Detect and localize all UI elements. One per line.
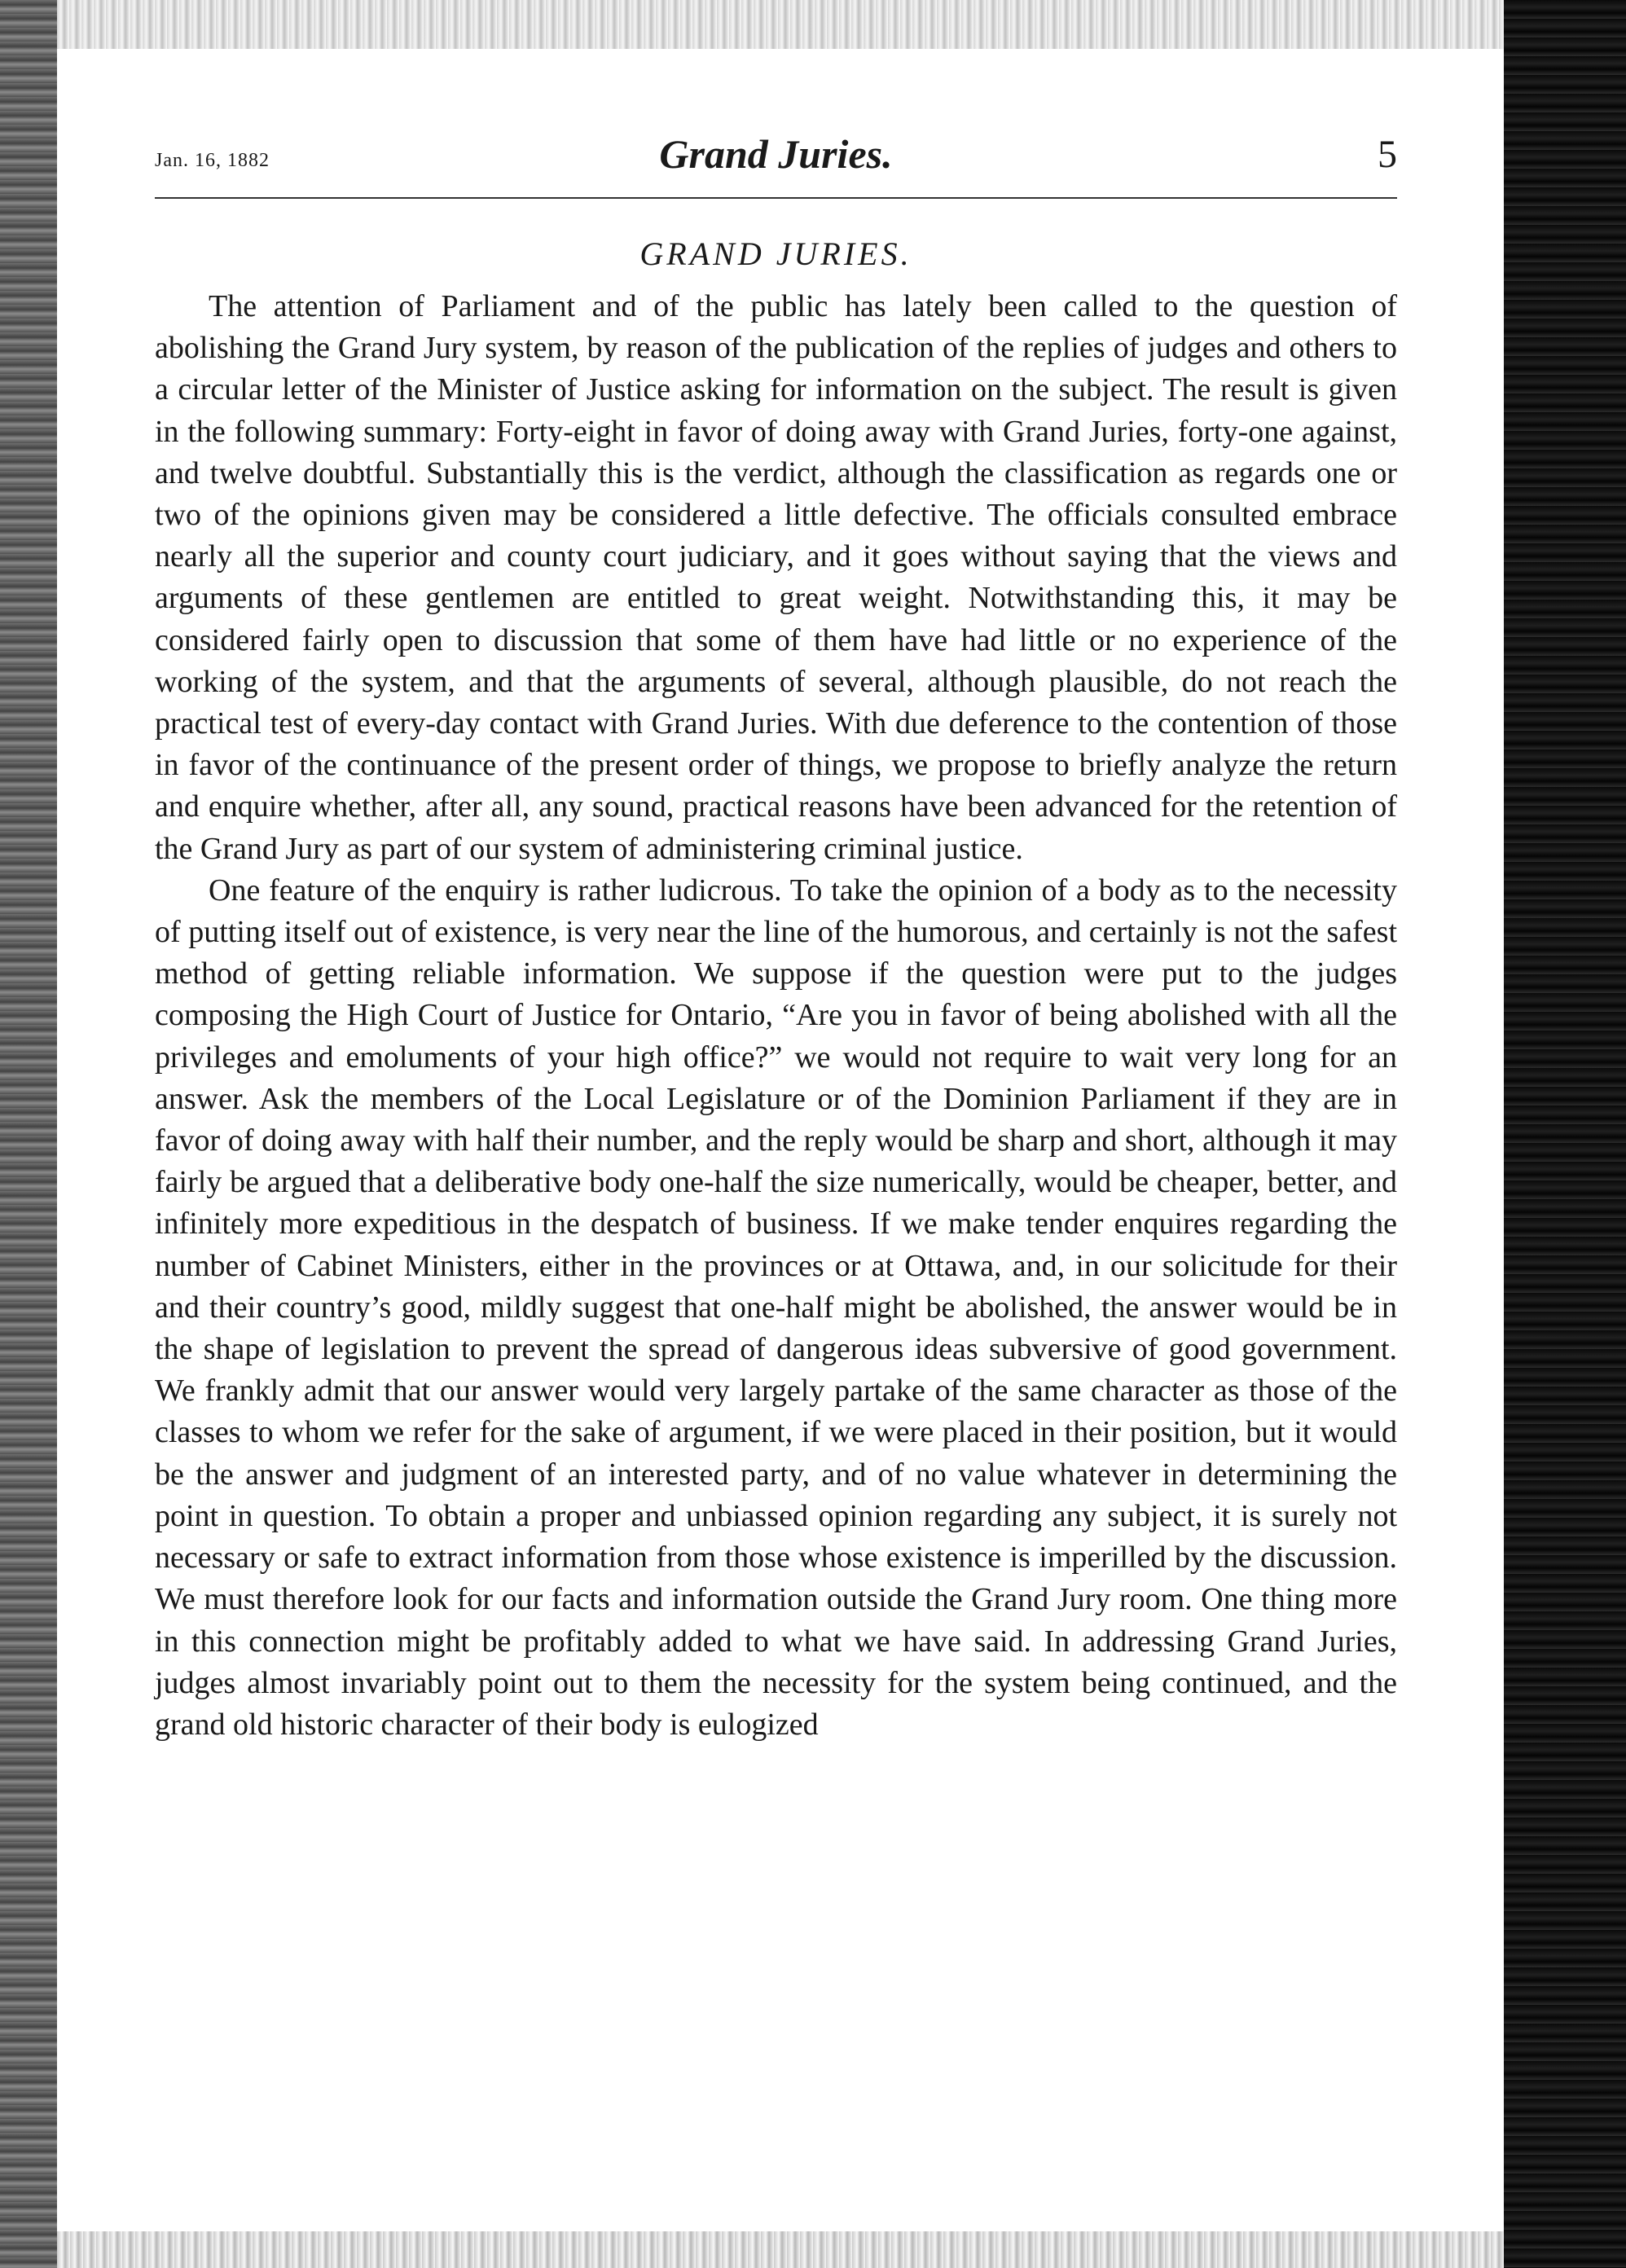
article-body xyxy=(155,286,1397,1746)
document-page xyxy=(155,122,1397,1746)
scan-edge-top xyxy=(57,0,1504,49)
article-title: GRAND JURIES. xyxy=(639,235,912,272)
paragraph-2: One feature of the enquiry is rather ludicrous. To take the opinion of a body as to the necessity of putting itself out of existence, is very near the line of the humorous, and certainly is not the safest method of getting reliable information. We suppose if the question were put to the judges composing the High Court of Justice for Ontario, “Are you in favor of being abolished with all the privileges and emoluments of your high office?” we would not require to wait very long for an answer. Ask the members of the Local Legislature or of the Dominion Parliament if they are in favor of doing away with half their number, and the reply would be sharp and short, although it may fairly be argued that a deliberative body one-half the size numerically, would be cheaper, better, and infinitely more expeditious in the despatch of business. If we make tender enquires regarding the number of Cabinet Ministers, either in the provinces or at Ottawa, and, in our solicitude for their and their country’s good, mildly suggest that one-half might be abolished, the answer would be in the shape of legislation to prevent the spread of dangerous ideas subversive of good government. We frankly admit that our answer would very largely partake of the same character as those of the classes to whom we refer for the sake of argument, if we were placed in their position, but it would be the answer and judgment of an interested party, and of no value whatever in determining the point in question. To obtain a proper and unbiassed opinion regarding any subject, it is surely not necessary or safe to extract information from those whose existence is imperilled by the discussion. We must therefore look for our facts and information outside the Grand Jury room. One thing more in this connection might be profitably added to what we have said. In addressing Grand Juries, judges almost invariably point out to them the necessity for the system being continued, and the grand old historic character of their body is eulogized xyxy=(155,872,1397,1742)
scan-edge-right xyxy=(1504,0,1626,2268)
header-date: Jan. 16, 1882 xyxy=(155,150,270,171)
scan-edge-bottom xyxy=(57,2231,1504,2268)
page-number: 5 xyxy=(1378,133,1397,176)
paragraph-1: The attention of Parliament and of the public has lately been called to the question of abolishing the Grand Jury system, by reason of the publication of the replies of judges and others to a circular letter of the Minister of Justice asking for information on the subject. The result is given in the following summary: Forty-eight in favor of doing away with Grand Juries, forty-one against, and twelve doubtful. Substantially this is the verdict, although the classification as regards one or two of the opinions given may be considered a little defective. The officials consulted embrace nearly all the superior and county court judiciary, and it goes without saying that the views and arguments of these gentlemen are entitled to great weight. Notwithstanding this, it may be considered fairly open to discussion that some of them have had little or no experience of the working of the system, and that the arguments of several, although plausible, do not reach the practical test of every-day contact with Grand Juries. With due deference to the contention of those in favor of the continuance of the present order of things, we propose to briefly analyze the return and enquire whether, after all, any sound, practical reasons have been advanced for the retention of the Grand Jury as part of our system of administering criminal justice. xyxy=(155,289,1397,866)
header-title: Grand Juries. xyxy=(659,131,893,177)
running-header xyxy=(155,122,1397,187)
scan-edge-left xyxy=(0,0,57,2268)
header-rule xyxy=(155,197,1397,199)
